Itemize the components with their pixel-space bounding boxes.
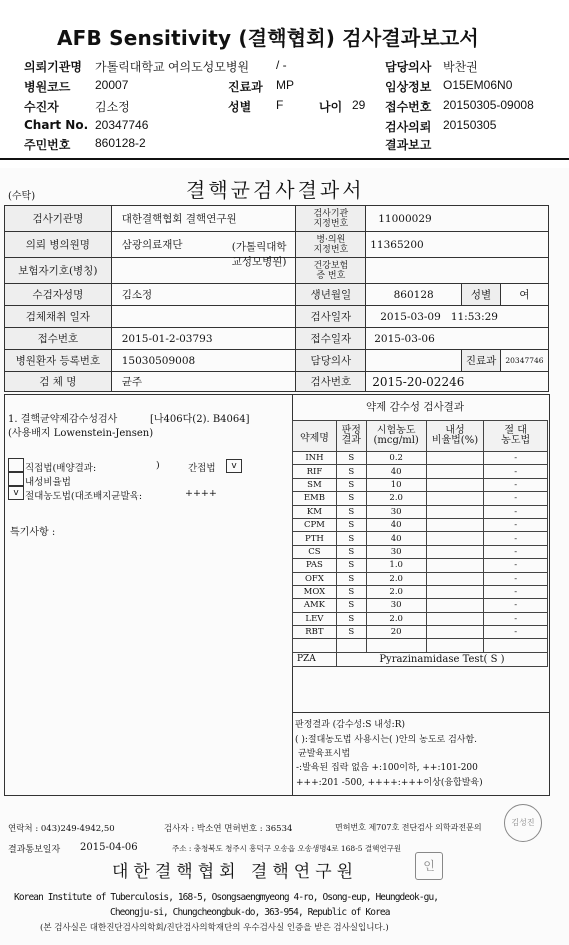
- drug-row: [293, 478, 548, 491]
- drug-absolute: -: [484, 559, 548, 572]
- direct-method-label: 직접법(배양결과:: [25, 463, 97, 474]
- drug-absolute: [484, 639, 548, 652]
- value-receipt-no: 20150305-09008: [443, 98, 534, 112]
- receipt-no-value: 2015-01-2-03793: [111, 328, 296, 350]
- drug-name: EMB: [293, 492, 337, 505]
- drug-name: OFX: [293, 572, 337, 585]
- drug-row: [293, 452, 548, 465]
- drug-row: [293, 585, 548, 598]
- hospital-label: 의뢰 병의원명: [5, 232, 112, 258]
- drug-concentration: 20: [366, 626, 426, 639]
- pza-row: [293, 652, 548, 666]
- drug-proportion: [426, 518, 484, 531]
- absolute-method-checkbox[interactable]: v: [8, 486, 24, 500]
- value-clinical-info: O15EM06N0: [443, 78, 513, 92]
- value-department: MP: [276, 78, 294, 92]
- col-drug: 약제명: [293, 421, 337, 452]
- row-receipt: [5, 328, 549, 350]
- test-code: [나406다(2). B4064]: [150, 414, 250, 425]
- value-patient: 김소정: [95, 100, 130, 114]
- drug-row: [293, 465, 548, 478]
- row-lab: [5, 206, 549, 232]
- drug-row: [293, 545, 548, 558]
- drug-result: S: [336, 626, 366, 639]
- drug-name: KM: [293, 505, 337, 518]
- drug-row: [293, 639, 548, 652]
- registration-value: 15030509008: [111, 350, 296, 372]
- footer-license: 면허번호 제707호 전단검사 의학과전문의: [335, 823, 482, 832]
- receipt-no-label: 접수번호: [5, 328, 112, 350]
- proportion-method-label: 내성비율법: [25, 477, 71, 488]
- drug-name: PTH: [293, 532, 337, 545]
- drug-row: [293, 599, 548, 612]
- collection-date-value: [111, 306, 296, 328]
- drug-result: S: [336, 492, 366, 505]
- legend-line-3: 균발육표시법: [298, 749, 351, 759]
- drug-result: S: [336, 478, 366, 491]
- test-date-label: 검사일자: [296, 306, 366, 328]
- row-patient: [5, 284, 549, 306]
- report-date-label: 결과통보일자: [8, 845, 61, 855]
- attending-value: [366, 350, 462, 372]
- dept-label: 진료과: [462, 350, 501, 372]
- label-department: 진료과: [228, 80, 263, 94]
- header-divider: [0, 158, 569, 160]
- label-resident-no: 주민번호: [24, 138, 71, 152]
- drug-row: [293, 532, 548, 545]
- drug-proportion: [426, 626, 484, 639]
- drug-name: RBT: [293, 626, 337, 639]
- drug-absolute: -: [484, 518, 548, 531]
- drug-concentration: 1.0: [366, 559, 426, 572]
- test-no-value: 2015-20-02246: [366, 372, 549, 392]
- patient-name-label: 수검자성명: [5, 284, 112, 306]
- birth-value: 860128: [366, 284, 462, 306]
- organization-seal-text: 인: [423, 859, 435, 873]
- drug-table-body: [293, 452, 548, 653]
- doc-title: 결핵균검사결과서: [186, 178, 365, 202]
- label-doctor: 담당의사: [385, 60, 432, 74]
- drug-concentration: 10: [366, 478, 426, 491]
- drug-absolute: -: [484, 492, 548, 505]
- drug-name: LEV: [293, 612, 337, 625]
- value-institution: 가톨릭대학교 여의도성모병원: [95, 60, 250, 74]
- drug-absolute: -: [484, 478, 548, 491]
- drug-result: S: [336, 585, 366, 598]
- value-chart-no: 20347746: [95, 118, 149, 132]
- footer-contact: 연락처 : 043)249-4942,50: [8, 824, 115, 834]
- organization-seal: [415, 852, 443, 880]
- sex-value: 여: [500, 284, 548, 306]
- label-patient: 수진자: [24, 100, 59, 114]
- pza-label: PZA: [293, 652, 337, 666]
- label-receipt-no: 접수번호: [385, 100, 432, 114]
- value-age: 29: [352, 98, 366, 112]
- drug-absolute: -: [484, 452, 548, 465]
- drug-concentration: 40: [366, 532, 426, 545]
- label-institution: 의뢰기관명: [24, 60, 82, 74]
- drug-row: [293, 572, 548, 585]
- drug-table: [292, 420, 548, 667]
- footer-address: 주소 : 충청북도 청주시 흥덕구 오송읍 오송생명4로 168-5 결핵연구원: [172, 844, 402, 853]
- doc-tag: (수탁): [8, 191, 36, 202]
- drug-proportion: [426, 505, 484, 518]
- drug-absolute: -: [484, 545, 548, 558]
- drug-concentration: 2.0: [366, 585, 426, 598]
- drug-result: S: [336, 545, 366, 558]
- hospital-value: [111, 232, 296, 268]
- label-request-date: 검사의뢰: [385, 120, 432, 134]
- drug-concentration: 40: [366, 465, 426, 478]
- direct-method-close: ): [156, 460, 160, 471]
- drug-row: [293, 559, 548, 572]
- lab-name-value: 대한결핵협회 결핵연구원: [111, 206, 296, 232]
- drug-result: S: [336, 572, 366, 585]
- footer-certification: (본 검사실은 대한진단검사의학회/진단검사의학재단의 우수검사실 인증을 받은 검사실입니다.): [40, 923, 389, 933]
- drug-result: S: [336, 452, 366, 465]
- examiner-stamp: [504, 804, 542, 842]
- drug-absolute: -: [484, 612, 548, 625]
- drug-result: S: [336, 465, 366, 478]
- drug-proportion: [426, 639, 484, 652]
- col-result: 판정 결과: [336, 421, 366, 452]
- birth-label: 생년월일: [296, 284, 366, 306]
- drug-name: MOX: [293, 585, 337, 598]
- specimen-value: 균주: [111, 372, 296, 392]
- drug-concentration: 2.0: [366, 572, 426, 585]
- drug-concentration: 2.0: [366, 492, 426, 505]
- test-date-value: [366, 306, 549, 328]
- value-request-date: 20150305: [443, 118, 497, 132]
- indirect-method-label: 간접법: [188, 463, 216, 474]
- dept-value: 20347746: [500, 350, 548, 372]
- legend-line-5: +++:201 -500, ++++:+++이상(융합발육): [296, 778, 483, 788]
- drug-result: [336, 639, 366, 652]
- attending-label: 담당의사: [296, 350, 366, 372]
- insurance-label: 보험자기호(병칭): [5, 258, 112, 284]
- label-chart-no: Chart No.: [24, 118, 89, 132]
- row-registration: [5, 350, 549, 372]
- legend-line-2: ( ):절대농도법 사용시는( )안의 농도로 검사함.: [295, 735, 478, 745]
- value-sex: F: [276, 98, 284, 112]
- pza-value: Pyrazinamidase Test( S ): [336, 652, 547, 666]
- control-growth-value: ++++: [185, 488, 217, 499]
- value-resident-no: 860128-2: [95, 136, 146, 150]
- receipt-date-label: 접수일자: [296, 328, 366, 350]
- lab-id-label: 검사기관 지정번호: [296, 206, 366, 232]
- drug-proportion: [426, 452, 484, 465]
- proportion-method-checkbox[interactable]: [8, 472, 24, 486]
- drug-table-title: 약제 감수성 검사결과: [366, 401, 464, 413]
- info-table: [4, 205, 549, 392]
- drug-proportion: [426, 492, 484, 505]
- label-clinical-info: 임상정보: [385, 80, 432, 94]
- report-date-value: 2015-04-06: [80, 842, 138, 853]
- test-time: 11:53:29: [450, 310, 498, 323]
- specimen-label: 검 체 명: [5, 372, 112, 392]
- row-collection: [5, 306, 549, 328]
- footer-english-2: Cheongju-si, Chungcheongbuk-do, 363-954, Republic of Korea: [110, 907, 390, 918]
- sex-label: 성별: [462, 284, 501, 306]
- row-specimen: [5, 372, 549, 392]
- footer-inspector: 검사자 : 박소연 면허번호 : 36534: [164, 824, 293, 834]
- insurance-card-value: [366, 258, 549, 284]
- drug-concentration: [366, 639, 426, 652]
- col-absolute: 절 대 농도법: [484, 421, 548, 452]
- drug-proportion: [426, 465, 484, 478]
- drug-name: AMK: [293, 599, 337, 612]
- drug-name: CPM: [293, 518, 337, 531]
- insurance-card-label: 건강보험 증 번호: [296, 258, 366, 284]
- drug-name: [293, 639, 337, 652]
- drug-concentration: 30: [366, 505, 426, 518]
- drug-name: INH: [293, 452, 337, 465]
- drug-name: CS: [293, 545, 337, 558]
- drug-name: PAS: [293, 559, 337, 572]
- drug-concentration: 30: [366, 599, 426, 612]
- drug-absolute: -: [484, 626, 548, 639]
- test-date: 2015-03-09: [380, 310, 441, 323]
- drug-row: [293, 505, 548, 518]
- hospital-value-main: 삼광의료재단: [121, 239, 183, 251]
- drug-proportion: [426, 532, 484, 545]
- drug-proportion: [426, 559, 484, 572]
- test-media: (사용배지 Lowenstein-Jensen): [8, 428, 154, 439]
- drug-result: S: [336, 559, 366, 572]
- drug-result: S: [336, 532, 366, 545]
- drug-row: [293, 626, 548, 639]
- drug-result: S: [336, 505, 366, 518]
- drug-result: S: [336, 599, 366, 612]
- drug-absolute: -: [484, 585, 548, 598]
- drug-absolute: -: [484, 599, 548, 612]
- drug-proportion: [426, 478, 484, 491]
- drug-absolute: -: [484, 572, 548, 585]
- row-hospital: [5, 232, 549, 258]
- label-result-report: 결과보고: [385, 138, 432, 152]
- hospital-id-value: 11365200: [366, 232, 549, 258]
- drug-absolute: -: [484, 532, 548, 545]
- drug-concentration: 2.0: [366, 612, 426, 625]
- receipt-date-value: 2015-03-06: [366, 328, 549, 350]
- drug-result: S: [336, 518, 366, 531]
- remarks-label: 특기사항 :: [10, 527, 56, 538]
- drug-proportion: [426, 572, 484, 585]
- label-sex: 성별: [228, 100, 252, 114]
- examiner-stamp-text: 김성진: [511, 818, 535, 827]
- value-doctor: 박찬권: [443, 60, 478, 74]
- drug-row: [293, 492, 548, 505]
- indirect-method-checkbox[interactable]: v: [226, 459, 242, 473]
- lab-id-value: 11000029: [366, 206, 549, 232]
- drug-result: S: [336, 612, 366, 625]
- drug-table-header: [293, 421, 548, 452]
- drug-name: RIF: [293, 465, 337, 478]
- patient-name-value: 김소정: [111, 284, 296, 306]
- legend-line-4: -:발육된 집락 없음 +:100이하, ++:101-200: [296, 763, 478, 773]
- drug-proportion: [426, 612, 484, 625]
- value-institution-extra: / -: [276, 58, 287, 72]
- drug-proportion: [426, 545, 484, 558]
- drug-absolute: -: [484, 465, 548, 478]
- label-hospital-code: 병원코드: [24, 80, 71, 94]
- drug-concentration: 0.2: [366, 452, 426, 465]
- col-proportion: 내성 비율법(%): [426, 421, 484, 452]
- hospital-value-branch: (가톨릭대학교성모병원): [231, 241, 287, 268]
- footer-english-1: Korean Institute of Tuberculosis, 168-5, Osongsaengmyeong 4-ro, Osong-eup, Heungdeok-gu,: [14, 892, 439, 903]
- label-age: 나이: [319, 100, 343, 114]
- legend-line-1: 판정결과 (감수성:S 내성:R): [295, 720, 405, 730]
- drug-proportion: [426, 599, 484, 612]
- drug-concentration: 40: [366, 518, 426, 531]
- drug-proportion: [426, 585, 484, 598]
- direct-method-checkbox[interactable]: [8, 458, 24, 472]
- drug-absolute: -: [484, 505, 548, 518]
- test-description: 1. 결핵균약제감수성검사: [8, 414, 118, 425]
- test-no-label: 검사번호: [296, 372, 366, 392]
- absolute-method-label: 절대농도법(대조배지균발육:: [25, 491, 143, 502]
- hospital-id-label: 병·의원 지정번호: [296, 232, 366, 258]
- drug-row: [293, 612, 548, 625]
- drug-row: [293, 518, 548, 531]
- drug-name: SM: [293, 478, 337, 491]
- lab-name-label: 검사기관명: [5, 206, 112, 232]
- collection-date-label: 검체채취 일자: [5, 306, 112, 328]
- registration-label: 병원환자 등록번호: [5, 350, 112, 372]
- value-hospital-code: 20007: [95, 78, 129, 92]
- footer-organization: 대한결핵협회 결핵연구원: [112, 862, 359, 882]
- report-title: AFB Sensitivity (결핵협회) 검사결과보고서: [57, 26, 479, 50]
- drug-concentration: 30: [366, 545, 426, 558]
- col-concentration: 시험농도 (mcg/ml): [366, 421, 426, 452]
